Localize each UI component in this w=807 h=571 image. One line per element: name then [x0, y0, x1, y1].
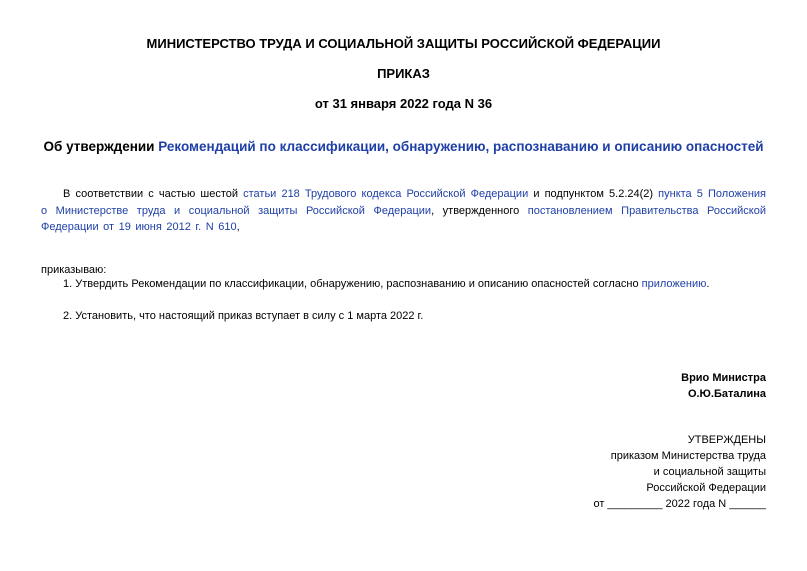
document-title — [0, 139, 807, 154]
preamble-text-4: , — [236, 221, 240, 233]
order-date-number: от 31 января 2022 года N 36 — [314, 96, 493, 111]
title-link[interactable]: Рекомендаций по классификации, обнаружению, распознаванию и описанию опасностей — [158, 139, 764, 154]
approval-line-3: и социальной защиты — [653, 466, 766, 478]
approval-line-2: приказом Министерства труда — [610, 450, 766, 462]
link-government-decree[interactable]: постановлением Правительства Российской Федерации от 19 июня 2012 г. N 610 — [41, 204, 766, 233]
ministry-heading: МИНИСТЕРСТВО ТРУДА И СОЦИАЛЬНОЙ ЗАЩИТЫ РОССИЙСКОЙ ФЕДЕРАЦИИ — [146, 36, 661, 51]
signatory-position: Врио Министра — [681, 372, 766, 384]
preamble-text-1: В соответствии с частью шестой — [63, 188, 244, 200]
order-item-1-end: . — [706, 278, 710, 290]
title-prefix: Об утверждении — [43, 139, 159, 154]
link-regulation-point-5[interactable]: пункта 5 Положения о Министерстве труда и социальной защиты Российской Федерации — [41, 188, 766, 217]
approval-line-5: от _________ 2022 года N ______ — [593, 498, 766, 510]
approval-line-4: Российской Федерации — [646, 482, 766, 494]
signatory-name: О.Ю.Баталина — [687, 388, 766, 400]
approval-line-1: УТВЕРЖДЕНЫ — [687, 434, 766, 446]
order-item-1 — [63, 276, 709, 292]
preamble-text-2: и подпунктом 5.2.24(2) — [528, 188, 659, 200]
order-item-1-text: 1. Утвердить Рекомендации по классификации, обнаружению, распознаванию и описанию опасностей согласно — [63, 278, 642, 290]
document-type: ПРИКАЗ — [377, 66, 430, 81]
order-word: приказываю: — [41, 264, 107, 276]
preamble-paragraph — [41, 186, 766, 236]
link-appendix[interactable]: приложению — [641, 278, 707, 290]
order-item-2: 2. Установить, что настоящий приказ вступает в силу с 1 марта 2022 г. — [63, 310, 424, 322]
preamble-text-3: , утвержденного — [431, 204, 528, 217]
link-article-218[interactable]: статьи 218 Трудового кодекса Российской Федерации — [243, 188, 529, 200]
